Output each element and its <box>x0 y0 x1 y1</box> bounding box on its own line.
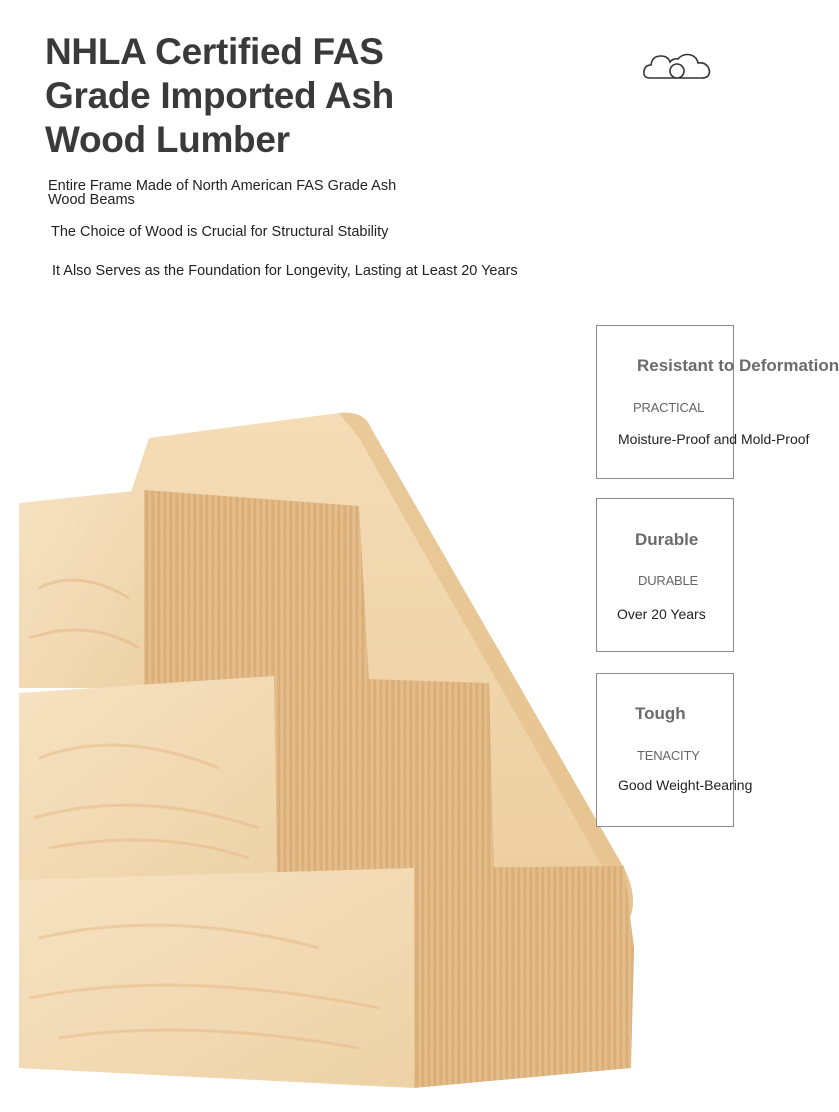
feature-text: Over 20 Years <box>617 606 706 622</box>
title-line-2: Grade Imported Ash <box>45 75 394 116</box>
feature-text: Moisture-Proof and Mold-Proof <box>618 431 810 447</box>
feature-title: Resistant to Deformation <box>637 356 839 375</box>
title-line-3: Wood Lumber <box>45 119 290 160</box>
feature-text: Good Weight-Bearing <box>618 777 753 793</box>
ash-wood-lumber-image <box>19 408 639 1092</box>
page-title <box>45 30 425 162</box>
cloud-icon <box>642 50 712 82</box>
feature-card-tough <box>596 673 753 827</box>
feature-label: DURABLE <box>638 573 699 588</box>
feature-title: Durable <box>635 530 699 549</box>
description-line-1: Entire Frame Made of North American FAS Grade Ash Wood Beams <box>48 178 397 208</box>
feature-label: TENACITY <box>637 748 700 763</box>
feature-title: Tough <box>635 704 686 723</box>
title-line-1: NHLA Certified FAS <box>45 31 384 72</box>
feature-card-practical <box>596 325 839 479</box>
description-line-2: The Choice of Wood is Crucial for Structural Stability <box>51 224 389 240</box>
description-line-3: It Also Serves as the Foundation for Longevity, Lasting at Least 20 Years <box>52 263 518 279</box>
feature-card-durable <box>596 498 734 652</box>
feature-label: PRACTICAL <box>633 400 705 415</box>
